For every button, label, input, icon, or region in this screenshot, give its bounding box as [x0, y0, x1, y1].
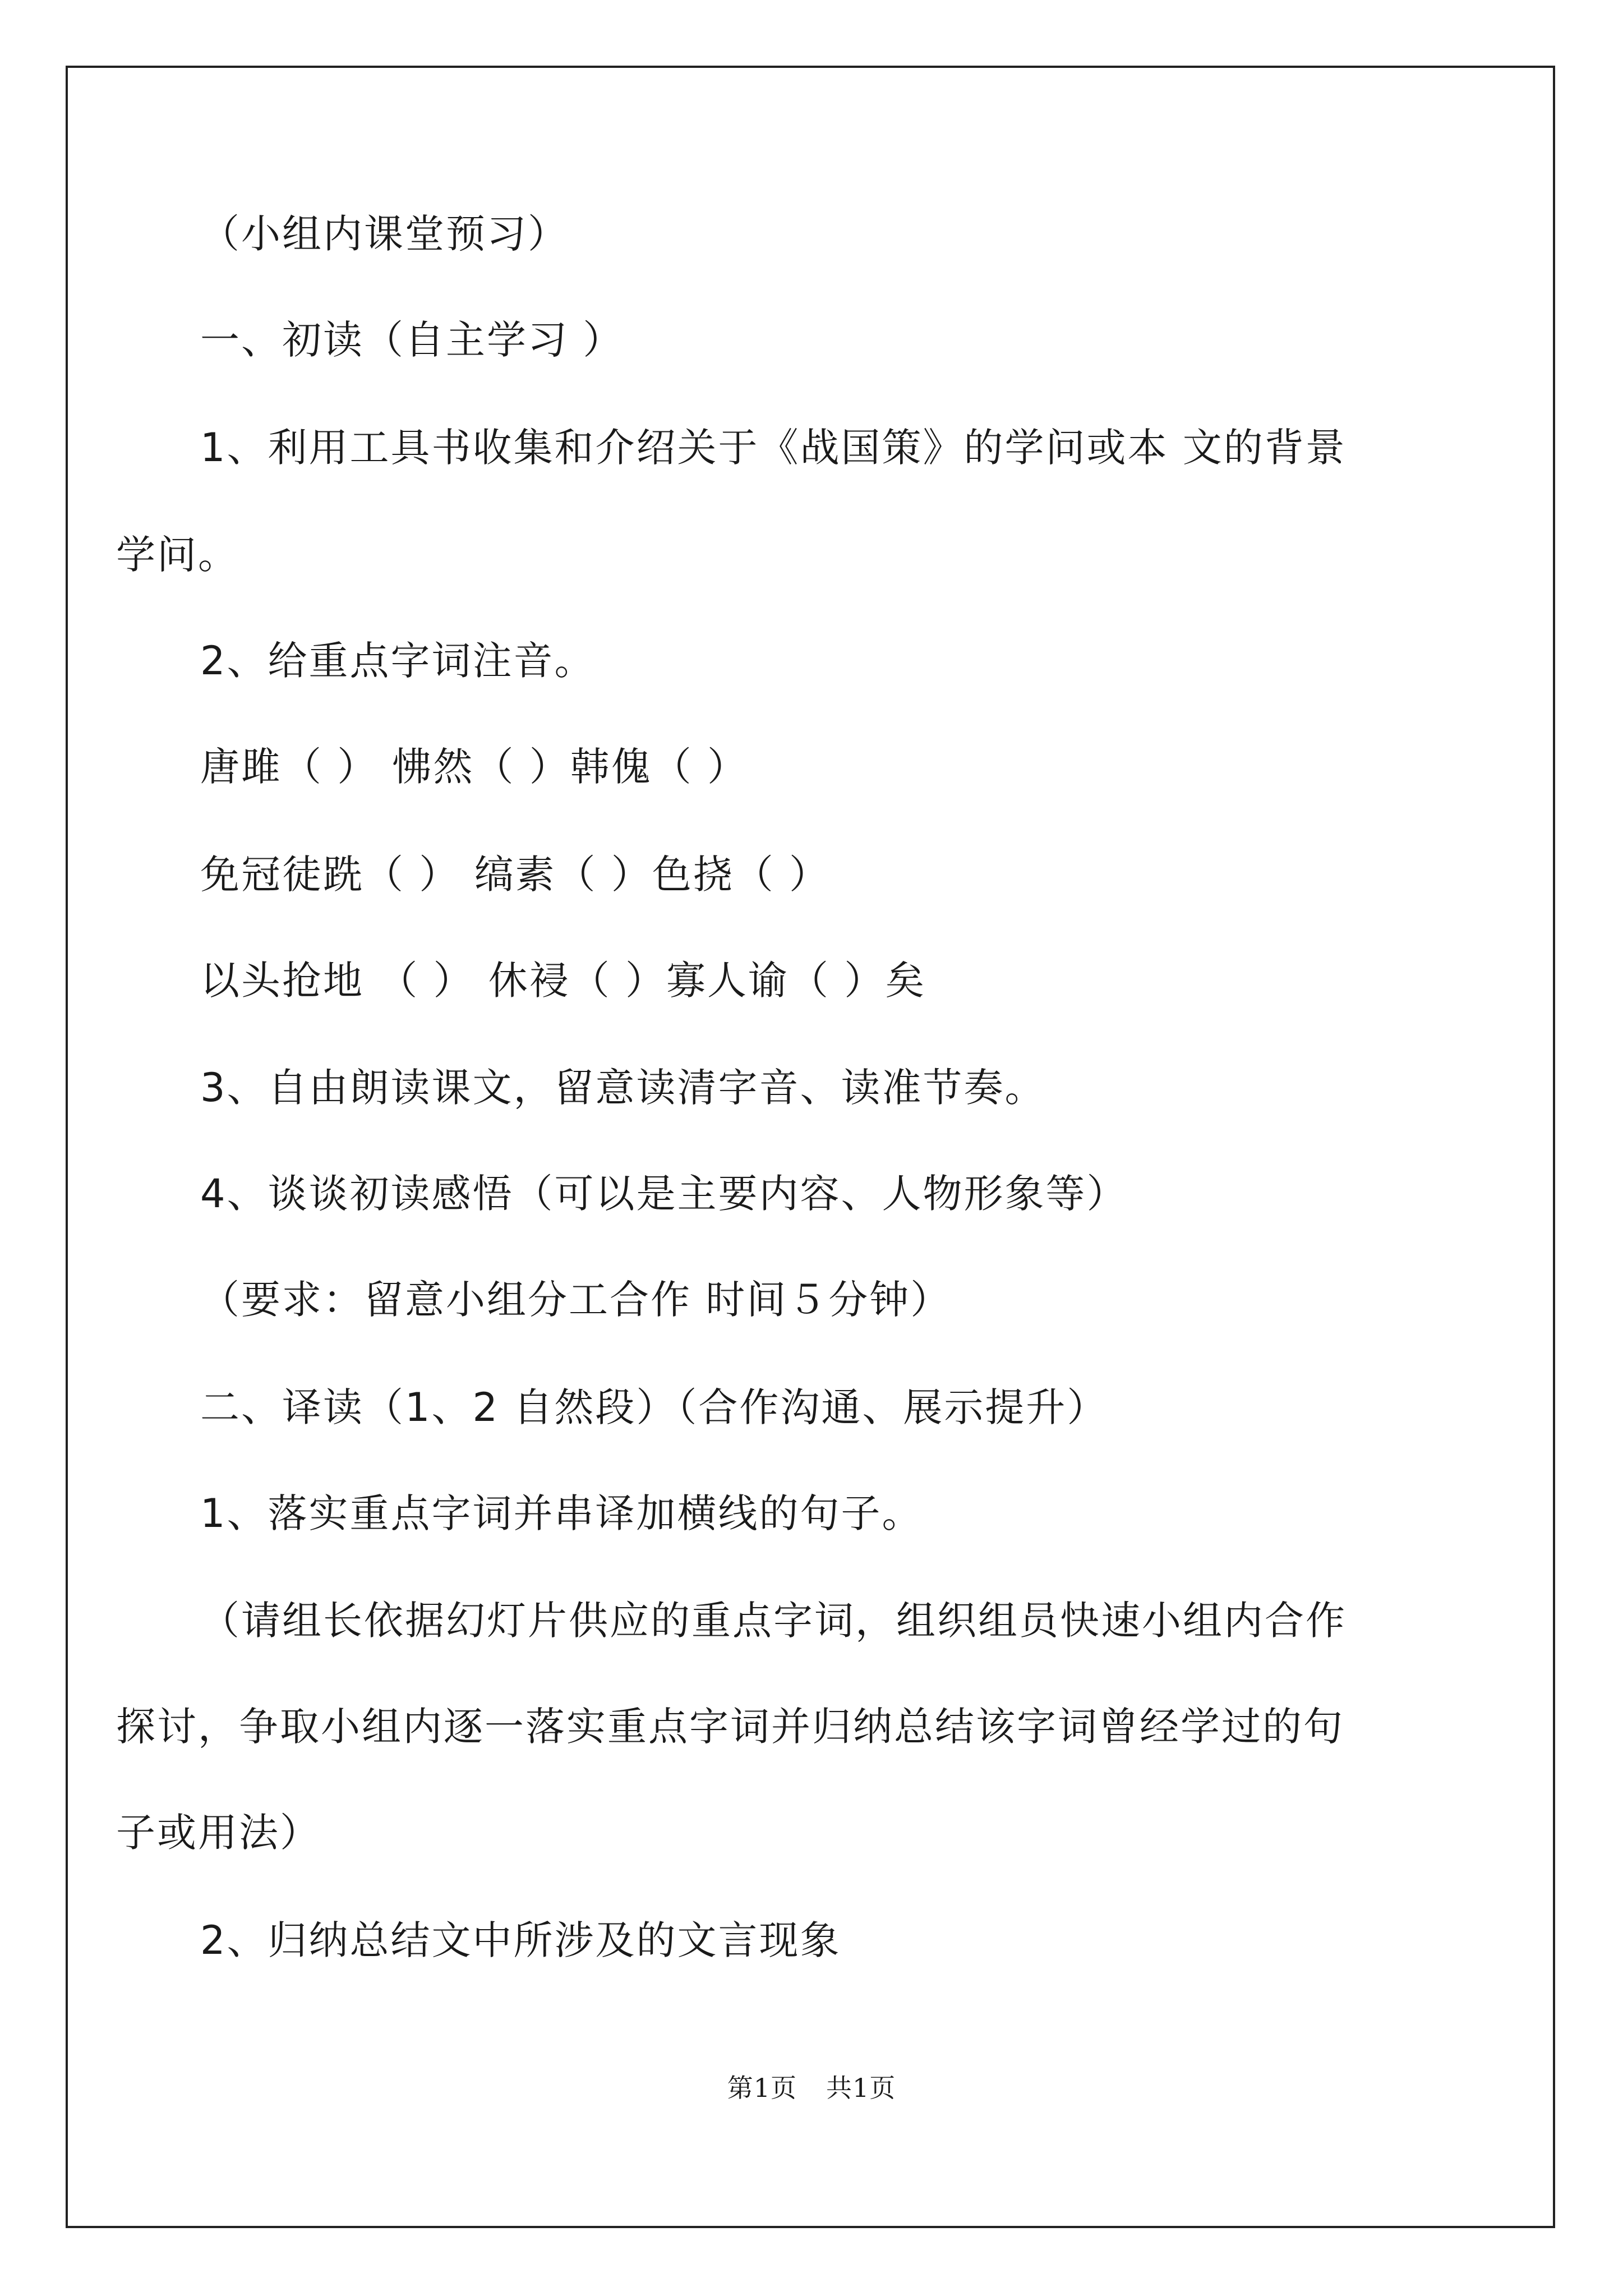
- page-number-current: 第1页: [727, 2073, 797, 2103]
- text-line: 1、落实重点字词并串译加横线的句子。: [200, 1490, 923, 1536]
- text-line: （请组长依据幻灯片供应的重点字词，组织组员快速小组内合作: [200, 1598, 1347, 1644]
- page-border: [66, 66, 1555, 2228]
- page-footer: [0, 2071, 1623, 2105]
- text-line: 一、初读（自主学习 ）: [200, 317, 624, 363]
- text-line: 2、给重点字词注音。: [200, 638, 596, 684]
- text-line: （小组内课堂预习）: [200, 211, 569, 257]
- text-line: 免冠徒跣（ ） 缟素（ ）色挠（ ）: [200, 852, 831, 898]
- text-line: 二、译读（1、2 自然段）（合作沟通、展示提升）: [200, 1384, 1108, 1430]
- text-line: （要求：留意小组分工合作 时间５分钟）: [200, 1277, 952, 1323]
- text-line: 3、自由朗读课文，留意读清字音、读准节奏。: [200, 1065, 1046, 1111]
- text-line: 学问。: [116, 532, 239, 578]
- text-line: 以头抢地 （ ） 休祲（ ）寡人谕（ ）矣: [200, 958, 926, 1004]
- text-line: 子或用法）: [116, 1810, 321, 1856]
- text-line: 1、利用工具书收集和介绍关于《战国策》的学问或本 文的背景: [200, 425, 1347, 471]
- page-number-total: 共1页: [826, 2073, 896, 2103]
- text-line: 探讨，争取小组内逐一落实重点字词并归纳总结该字词曾经学过的句: [116, 1704, 1344, 1750]
- text-line: 唐雎（ ） 怫然（ ）韩傀（ ）: [200, 744, 749, 790]
- text-line: 4、谈谈初读感悟（可以是主要内容、人物形象等）: [200, 1171, 1128, 1217]
- text-line: 2、归纳总结文中所涉及的文言现象: [200, 1917, 841, 1963]
